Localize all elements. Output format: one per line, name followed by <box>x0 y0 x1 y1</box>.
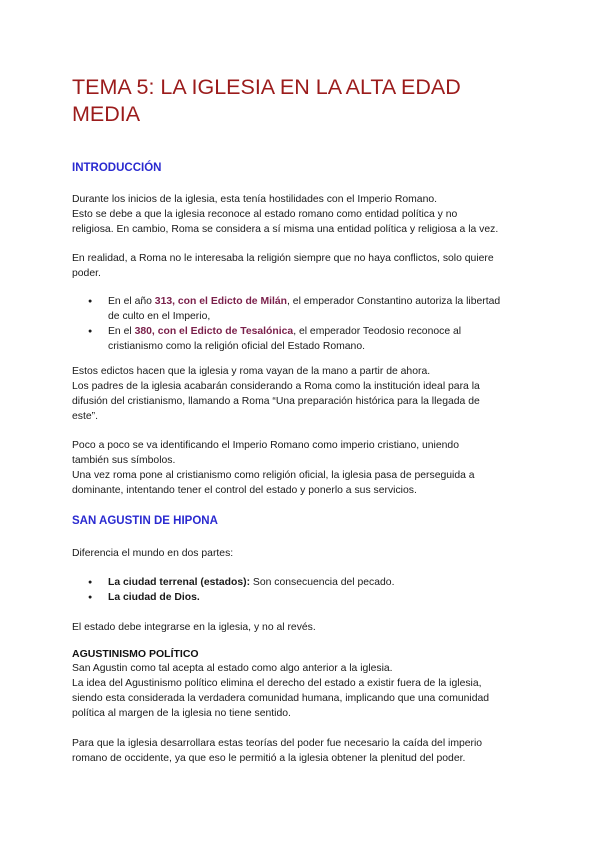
intro-paragraph-3 <box>72 364 542 424</box>
text-line: Para que la iglesia desarrollara estas teorías del poder fue necesario la caída del imperio <box>72 738 483 749</box>
text-fragment: , el emperador Teodosio reconoce al <box>293 326 462 337</box>
text-line: Diferencia el mundo en dos partes: <box>72 548 234 559</box>
text-line: poder. <box>72 268 101 279</box>
text-line: política al margen de la iglesia no tiene sentido. <box>72 708 291 719</box>
page-title <box>72 74 542 128</box>
highlight-edict-milan: 313, con el Edicto de Milán <box>154 296 288 307</box>
text-fragment: En el <box>108 326 135 337</box>
agustinismo-paragraph-1 <box>72 661 542 721</box>
text-line: Durante los inicios de la iglesia, esta tenía hostilidades con el Imperio Romano. <box>72 194 438 205</box>
text-line: La idea del Agustinismo político elimina el derecho del estado a existir fuera de la iglesia, <box>72 678 482 689</box>
agustin-paragraph-1 <box>72 546 542 561</box>
text-fragment: En el año <box>108 296 155 307</box>
text-line: dominante, intentando tener el control del estado y ponerlo a sus servicios. <box>72 485 417 496</box>
text-line: este”. <box>72 411 98 422</box>
list-item-edict-milan <box>88 294 538 324</box>
intro-paragraph-2 <box>72 251 542 281</box>
heading-agustinismo: AGUSTINISMO POLÍTICO <box>72 648 199 660</box>
text-line: religiosa. En cambio, Roma se considera a sí misma una entidad política y religiosa a la vez. <box>72 224 499 235</box>
text-line: Los padres de la iglesia acabarán considerando a Roma como la institución ideal para la <box>72 381 480 392</box>
agustinismo-paragraph-2 <box>72 736 542 766</box>
agustin-paragraph-2 <box>72 620 542 635</box>
text-line: cristianismo como la religión oficial del Estado Romano. <box>108 341 365 352</box>
intro-paragraph-1 <box>72 192 542 237</box>
bold-ciudad-dios: ● La ciudad de Dios. <box>108 592 200 603</box>
text-line: San Agustin como tal acepta al estado como algo anterior a la iglesia. <box>72 663 393 674</box>
bold-ciudad-terrenal: La ciudad terrenal (estados): <box>108 577 251 588</box>
text-line: también sus símbolos. <box>72 455 176 466</box>
text-line: El estado debe integrarse en la iglesia, y no al revés. <box>72 622 316 633</box>
text-fragment: , el emperador Constantino autoriza la libertad <box>287 296 501 307</box>
title-line-2: MEDIA <box>72 102 141 126</box>
text-fragment: Son consecuencia del pecado. <box>250 577 395 588</box>
list-item-edict-tesalonica <box>88 324 538 354</box>
text-line: Poco a poco se va identificando el Imperio Romano como imperio cristiano, uniendo <box>72 440 459 451</box>
ciudades-list <box>88 575 538 605</box>
list-item-ciudad-terrenal <box>88 575 538 590</box>
highlight-edict-tesalonica: 380, con el Edicto de Tesalónica <box>134 326 294 337</box>
text-line: siendo esta considerada la verdadera comunidad humana, implicando que una comunidad <box>72 693 490 704</box>
intro-paragraph-4 <box>72 438 542 498</box>
text-line: de culto en el Imperio, <box>108 311 211 322</box>
edicts-list <box>88 294 538 354</box>
text-line: Estos edictos hacen que la iglesia y roma vayan de la mano a partir de ahora. <box>72 366 431 377</box>
heading-introduccion: INTRODUCCIÓN <box>72 162 162 174</box>
text-line: romano de occidente, ya que eso le permitió a la iglesia obtener la plenitud del poder. <box>72 753 466 764</box>
text-line: difusión del cristianismo, llamando a Roma “Una preparación histórica para la llegada de <box>72 396 480 407</box>
heading-san-agustin: SAN AGUSTIN DE HIPONA <box>72 515 218 527</box>
list-item-ciudad-dios <box>88 590 538 605</box>
title-line-1: TEMA 5: LA IGLESIA EN LA ALTA EDAD <box>72 75 461 99</box>
text-line: Esto se debe a que la iglesia reconoce al estado romano como entidad política y no <box>72 209 458 220</box>
text-line: Una vez roma pone al cristianismo como religión oficial, la iglesia pasa de perseguida a <box>72 470 475 481</box>
text-line: En realidad, a Roma no le interesaba la religión siempre que no haya conflictos, solo quiere <box>72 253 494 264</box>
